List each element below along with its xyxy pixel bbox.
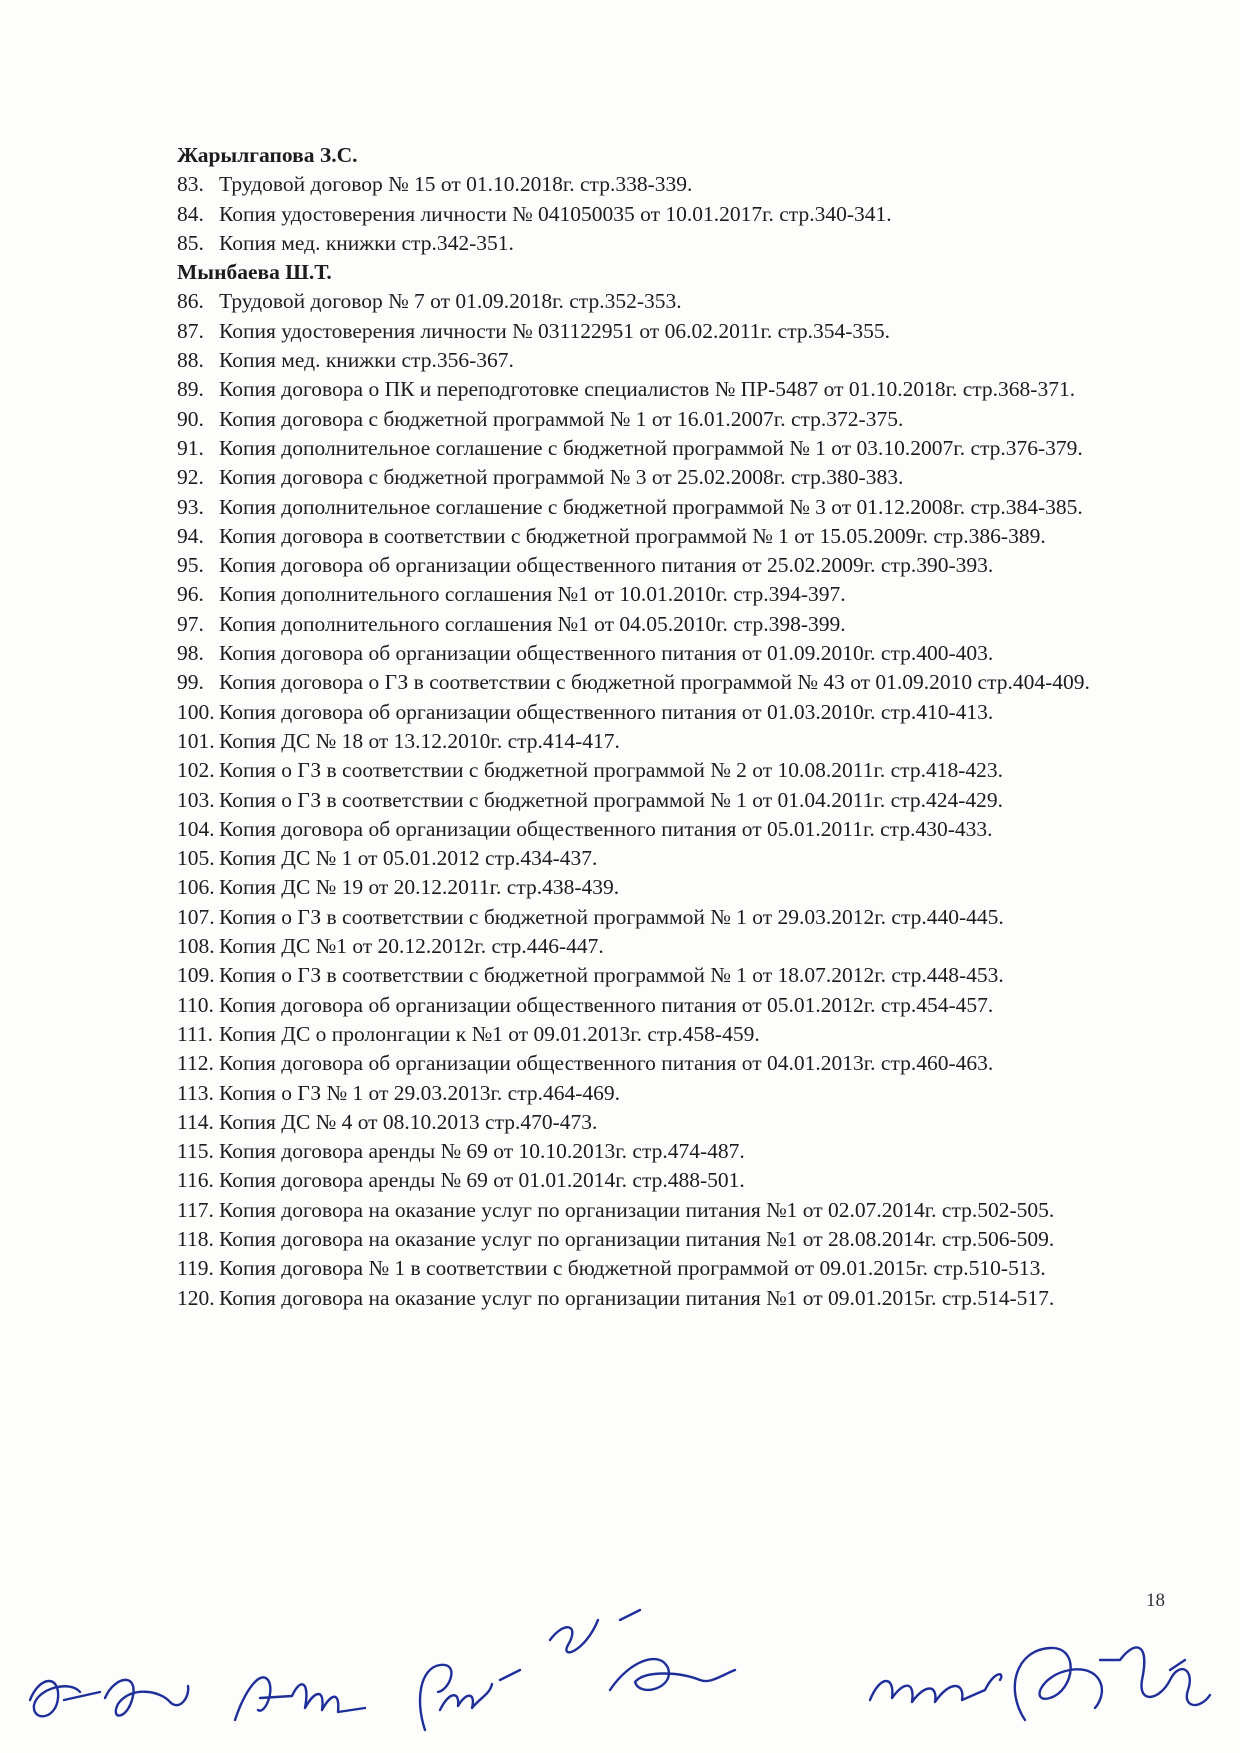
item-text: Копия ДС № 4 от 08.10.2013 стр.470-473. [219,1109,598,1134]
item-text: Копия о ГЗ в соответствии с бюджетной программой № 2 от 10.08.2011г. стр.418-423. [219,758,1003,783]
item-text: Копия договора о ГЗ в соответствии с бюджетной программой № 43 от 01.09.2010 стр.404-409. [219,670,1090,695]
list-item [177,463,1169,492]
item-text: Копия договора на оказание услуг по организации питания №1 от 09.01.2015г. стр.514-517. [219,1285,1055,1310]
list-item [177,844,1169,873]
list-item [177,903,1169,932]
list-item [177,698,1169,727]
section-heading: Мынбаева Ш.Т. [177,260,332,285]
list-item [177,551,1169,580]
item-text: Копия дополнительного соглашения №1 от 10.01.2010г. стр.394-397. [219,582,846,607]
item-number: 89. [177,377,204,402]
item-text: Копия дополнительное соглашение с бюджетной программой № 3 от 01.12.2008г. стр.384-385. [219,494,1083,519]
list-item [177,756,1169,785]
list-item [177,170,1169,199]
item-text: Копия договора об организации общественного питания от 05.01.2011г. стр.430-433. [219,816,993,841]
item-number: 92. [177,465,204,490]
list-item [177,1284,1169,1313]
item-number: 102. [177,758,215,783]
item-text: Копия о ГЗ в соответствии с бюджетной программой № 1 от 18.07.2012г. стр.448-453. [219,963,1004,988]
item-number: 84. [177,201,204,226]
item-number: 105. [177,846,215,871]
list-item [177,1196,1169,1225]
item-number: 112. [177,1051,214,1076]
item-number: 94. [177,523,204,548]
list-item [177,610,1169,639]
list-item [177,639,1169,668]
item-number: 103. [177,787,215,812]
item-text: Копия договора с бюджетной программой № 3 от 25.02.2008г. стр.380-383. [219,465,904,490]
list-item [177,1049,1169,1078]
item-text: Копия договора об организации общественного питания от 04.01.2013г. стр.460-463. [219,1051,994,1076]
list-item [177,932,1169,961]
section-zharylgapova [177,141,1169,258]
item-number: 85. [177,230,204,255]
item-number: 119. [177,1256,214,1281]
page-number: 18 [1146,1590,1165,1611]
item-text: Копия удостоверения личности № 031122951 от 06.02.2011г. стр.354-355. [219,318,891,343]
document-content [177,141,1169,1313]
list-item [177,1079,1169,1108]
signature-5 [1015,1647,1210,1720]
item-number: 95. [177,553,204,578]
item-text: Копия дополнительное соглашение с бюджетной программой № 1 от 03.10.2007г. стр.376-379. [219,435,1083,460]
item-number: 97. [177,611,204,636]
item-text: Копия ДС №1 от 20.12.2012г. стр.446-447. [219,934,604,959]
list-item [177,1225,1169,1254]
list-item [177,434,1169,463]
list-item [177,1137,1169,1166]
item-text: Копия договора на оказание услуг по организации питания №1 от 28.08.2014г. стр.506-509. [219,1226,1055,1251]
item-number: 108. [177,934,215,959]
list-item [177,961,1169,990]
list-item [177,991,1169,1020]
item-text: Копия договора о ПК и переподготовке специалистов № ПР-5487 от 01.10.2018г. стр.368-371. [219,377,1076,402]
signature-3 [420,1610,735,1730]
item-number: 96. [177,582,204,607]
item-text: Копия договора № 1 в соответствии с бюджетной программой от 09.01.2015г. стр.510-513. [219,1256,1046,1281]
item-text: Копия договора об организации общественного питания от 25.02.2009г. стр.390-393. [219,553,994,578]
item-number: 117. [177,1197,214,1222]
item-number: 104. [177,816,215,841]
item-text: Копия договора аренды № 69 от 10.10.2013г. стр.474-487. [219,1139,745,1164]
list-item [177,375,1169,404]
section-mynbaeva [177,258,1169,1313]
item-number: 114. [177,1109,214,1134]
list-item [177,1166,1169,1195]
list-item [177,405,1169,434]
list-item [177,873,1169,902]
signature-1 [30,1680,188,1716]
signature-4 [870,1674,1001,1702]
list-item [177,786,1169,815]
list-item [177,287,1169,316]
list-item [177,522,1169,551]
list-item [177,200,1169,229]
item-text: Копия дополнительного соглашения №1 от 04.05.2010г. стр.398-399. [219,611,846,636]
item-text: Копия договора на оказание услуг по организации питания №1 от 02.07.2014г. стр.502-505. [219,1197,1055,1222]
item-number: 107. [177,904,215,929]
item-text: Копия мед. книжки стр.356-367. [219,348,514,373]
list-item [177,668,1169,697]
list-item [177,1254,1169,1283]
item-number: 116. [177,1168,214,1193]
list-item [177,1108,1169,1137]
list-item [177,229,1169,258]
item-number: 88. [177,348,204,373]
item-number: 91. [177,435,204,460]
item-number: 87. [177,318,204,343]
item-text: Копия о ГЗ № 1 от 29.03.2013г. стр.464-469. [219,1080,621,1105]
list-item [177,317,1169,346]
list-item [177,346,1169,375]
item-number: 100. [177,699,215,724]
signatures [20,1580,1230,1750]
item-number: 99. [177,670,204,695]
item-text: Копия договора об организации общественного питания от 05.01.2012г. стр.454-457. [219,992,994,1017]
item-number: 106. [177,875,215,900]
item-number: 120. [177,1285,215,1310]
item-text: Копия договора с бюджетной программой № 1 от 16.01.2007г. стр.372-375. [219,406,904,431]
item-number: 98. [177,641,204,666]
item-number: 113. [177,1080,214,1105]
item-text: Копия мед. книжки стр.342-351. [219,230,514,255]
item-number: 101. [177,728,215,753]
item-number: 83. [177,172,204,197]
item-text: Копия договора об организации общественного питания от 01.09.2010г. стр.400-403. [219,641,994,666]
list-item [177,580,1169,609]
item-text: Копия ДС № 1 от 05.01.2012 стр.434-437. [219,846,598,871]
list-item [177,727,1169,756]
item-text: Копия договора аренды № 69 от 01.01.2014г. стр.488-501. [219,1168,745,1193]
item-text: Копия удостоверения личности № 041050035 от 10.01.2017г. стр.340-341. [219,201,892,226]
item-number: 110. [177,992,214,1017]
signature-2 [235,1677,365,1720]
list-item [177,493,1169,522]
item-number: 86. [177,289,204,314]
item-text: Копия договора об организации общественного питания от 01.03.2010г. стр.410-413. [219,699,994,724]
item-number: 90. [177,406,204,431]
item-text: Копия о ГЗ в соответствии с бюджетной программой № 1 от 01.04.2011г. стр.424-429. [219,787,1003,812]
list-item [177,815,1169,844]
item-text: Трудовой договор № 15 от 01.10.2018г. стр.338-339. [219,172,693,197]
item-number: 109. [177,963,215,988]
item-number: 111. [177,1021,214,1046]
item-number: 93. [177,494,204,519]
section-heading: Жарылгапова З.С. [177,143,358,167]
item-text: Копия ДС № 19 от 20.12.2011г. стр.438-439. [219,875,620,900]
item-number: 118. [177,1226,214,1251]
item-text: Копия о ГЗ в соответствии с бюджетной программой № 1 от 29.03.2012г. стр.440-445. [219,904,1004,929]
item-list [177,170,1169,258]
item-list [177,287,1169,1312]
item-text: Копия ДС № 18 от 13.12.2010г. стр.414-417. [219,728,620,753]
list-item [177,1020,1169,1049]
item-text: Трудовой договор № 7 от 01.09.2018г. стр.352-353. [219,289,682,314]
item-text: Копия ДС о пролонгации к №1 от 09.01.2013г. стр.458-459. [219,1021,760,1046]
item-number: 115. [177,1139,214,1164]
item-text: Копия договора в соответствии с бюджетной программой № 1 от 15.05.2009г. стр.386-389. [219,523,1046,548]
